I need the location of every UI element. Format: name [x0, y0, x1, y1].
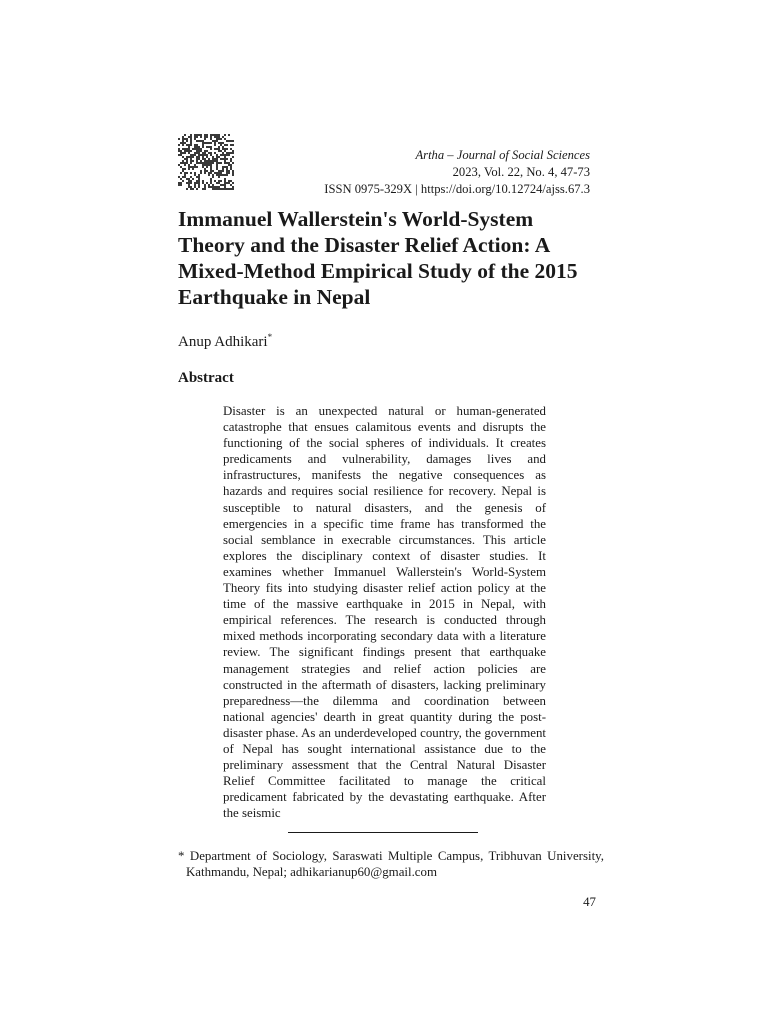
author-affiliation-footnote: * Department of Sociology, Saraswati Multiple Campus, Tribhuvan University, Kathmandu, Nepal; adhikarianup60@gmail.com	[178, 849, 604, 879]
page-number: 47	[583, 895, 596, 909]
author-footnote-marker: *	[267, 332, 273, 342]
journal-meta	[324, 147, 590, 198]
abstract-heading: Abstract	[178, 370, 234, 386]
journal-name: Artha – Journal of Social Sciences	[415, 148, 590, 162]
author-name: Anup Adhikari	[178, 334, 268, 350]
issn-doi: ISSN 0975-329X | https://doi.org/10.12724/ajss.67.3	[324, 182, 590, 196]
author-line	[178, 332, 272, 351]
article-title: Immanuel Wallerstein's World-System Theory and the Disaster Relief Action: A Mixed-Method Empirical Study of the 2015 Earthquake in Nepal	[178, 207, 578, 309]
qr-code-icon	[178, 134, 234, 190]
abstract-body: Disaster is an unexpected natural or human-generated catastrophe that ensues calamitous events and disrupts the functioning of the social spheres of individuals. It creates predicaments and vulnerability, damages lives and infrastructures, manifests the negative consequences as hazards and requires social resilience for recovery. Nepal is susceptible to natural disasters, and the genesis of emergencies in a specific time frame has transformed the social semblance in execrable circumstances. This article explores the disciplinary context of disaster studies. It examines whether Immanuel Wallerstein's World-System Theory fits into studying disaster relief action policy at the time of the massive earthquake in 2015 in Nepal, with empirical references. The research is conducted through mixed methods incorporating secondary data with a literature review. The significant findings present that earthquake management strategies and relief action policies are constructed in the aftermath of disasters, lacking preliminary preparedness—the dilemma and coordination between national agencies' dearth in great quantity during the post-disaster phase. As an underdeveloped country, the government of Nepal has sought international assistance due to the preliminary assessment that the Central Natural Disaster Relief Committee facilitated to manage the critical predicament fabricated by the devastating earthquake. After the seismic	[223, 404, 546, 821]
volume-info: 2023, Vol. 22, No. 4, 47-73	[452, 165, 590, 179]
footnote-divider	[288, 832, 478, 833]
